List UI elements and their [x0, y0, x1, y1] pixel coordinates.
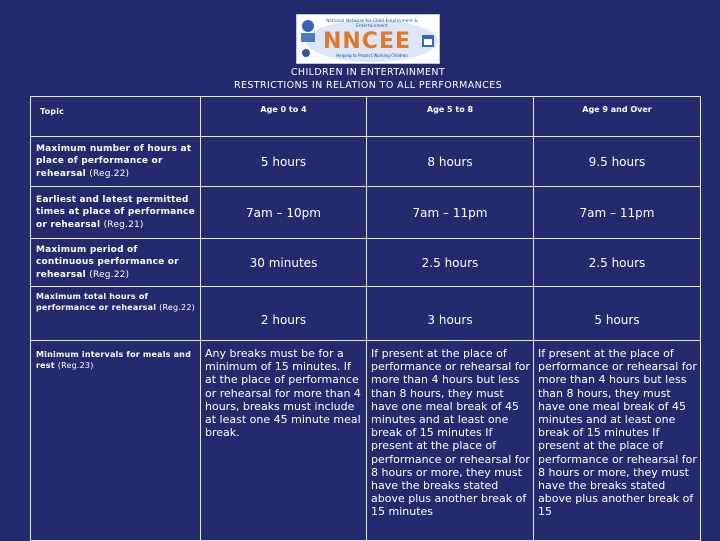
cell-age-0-4: 7am – 10pm	[201, 187, 367, 239]
row-topic	[31, 287, 201, 341]
restrictions-table	[30, 96, 701, 541]
header-age-5-8: Age 5 to 8	[367, 97, 534, 137]
reg-ref: (Reg.22)	[89, 269, 130, 280]
header-age-9-over: Age 9 and Over	[534, 97, 701, 137]
reg-ref: (Reg.22)	[159, 303, 195, 312]
cell-age-0-4: 30 minutes	[201, 239, 367, 287]
cell-age-9-over: 7am – 11pm	[534, 187, 701, 239]
row-topic	[31, 239, 201, 287]
reg-ref: (Reg.22)	[89, 168, 130, 179]
table-header-row	[31, 97, 701, 137]
cell-age-5-8: 7am – 11pm	[367, 187, 534, 239]
cell-age-5-8: 2.5 hours	[367, 239, 534, 287]
reg-ref: (Reg.23)	[57, 361, 94, 370]
topic-text: Earliest and latest permitted times at place of performance or rehearsal	[36, 194, 195, 230]
logo-brand-text: NNCEE	[322, 29, 412, 54]
cell-age-9-over: 2.5 hours	[534, 239, 701, 287]
cell-age-9-over: 9.5 hours	[534, 137, 701, 187]
reg-ref: (Reg.21)	[103, 219, 144, 230]
table-row	[31, 239, 701, 287]
logo-tagline: Helping to Protect Working Children	[336, 53, 408, 58]
header-age-0-4: Age 0 to 4	[201, 97, 367, 137]
row-topic	[31, 137, 201, 187]
page-title	[0, 66, 720, 92]
cell-age-0-4: 2 hours	[201, 287, 367, 341]
cell-age-5-8: 8 hours	[367, 137, 534, 187]
cell-age-0-4: Any breaks must be for a minimum of 15 minutes. If at the place of performance or rehearsal for more than 4 hours, breaks must include at least one 45 minute meal break.	[201, 341, 367, 541]
cell-age-0-4: 5 hours	[201, 137, 367, 187]
row-topic	[31, 187, 201, 239]
title-line-2: RESTRICTIONS IN RELATION TO ALL PERFORMANCES	[233, 80, 503, 91]
table-row	[31, 287, 701, 341]
cell-age-5-8: If present at the place of performance or rehearsal for more than 4 hours but less than 8 hours, they must have one meal break of 45 minutes and at least one break of 15 minutes If present at the place of performance or rehearsal for 8 hours or more, they must have the breaks stated above plus another break of 15 minutes	[367, 341, 534, 541]
cell-age-9-over: If present at the place of performance or rehearsal for more than 4 hours but less than 8 hours, they must have one meal break of 45 minutes and at least one break of 15 minutes If present at the place of performance or rehearsal for 8 hours or more, they must have the breaks stated above plus another break of 15	[534, 341, 701, 541]
row-topic	[31, 341, 201, 541]
table-row	[31, 341, 701, 541]
table-row	[31, 137, 701, 187]
topic-text: Minimum intervals for meals and rest	[36, 350, 192, 370]
logo-top-text: National Network for Child Employment & Entertainment	[326, 18, 418, 28]
header-topic: Topic	[31, 97, 201, 137]
table-row	[31, 187, 701, 239]
topic-text: Maximum number of hours at place of performance or rehearsal	[36, 143, 192, 179]
title-line-1: CHILDREN IN ENTERTAINMENT	[290, 67, 446, 78]
topic-text: Maximum period of continuous performance or rehearsal	[36, 244, 179, 280]
cell-age-9-over: 5 hours	[534, 287, 701, 341]
nncee-logo	[296, 14, 440, 64]
cell-age-5-8: 3 hours	[367, 287, 534, 341]
topic-text: Maximum total hours of performance or rehearsal	[36, 292, 157, 312]
